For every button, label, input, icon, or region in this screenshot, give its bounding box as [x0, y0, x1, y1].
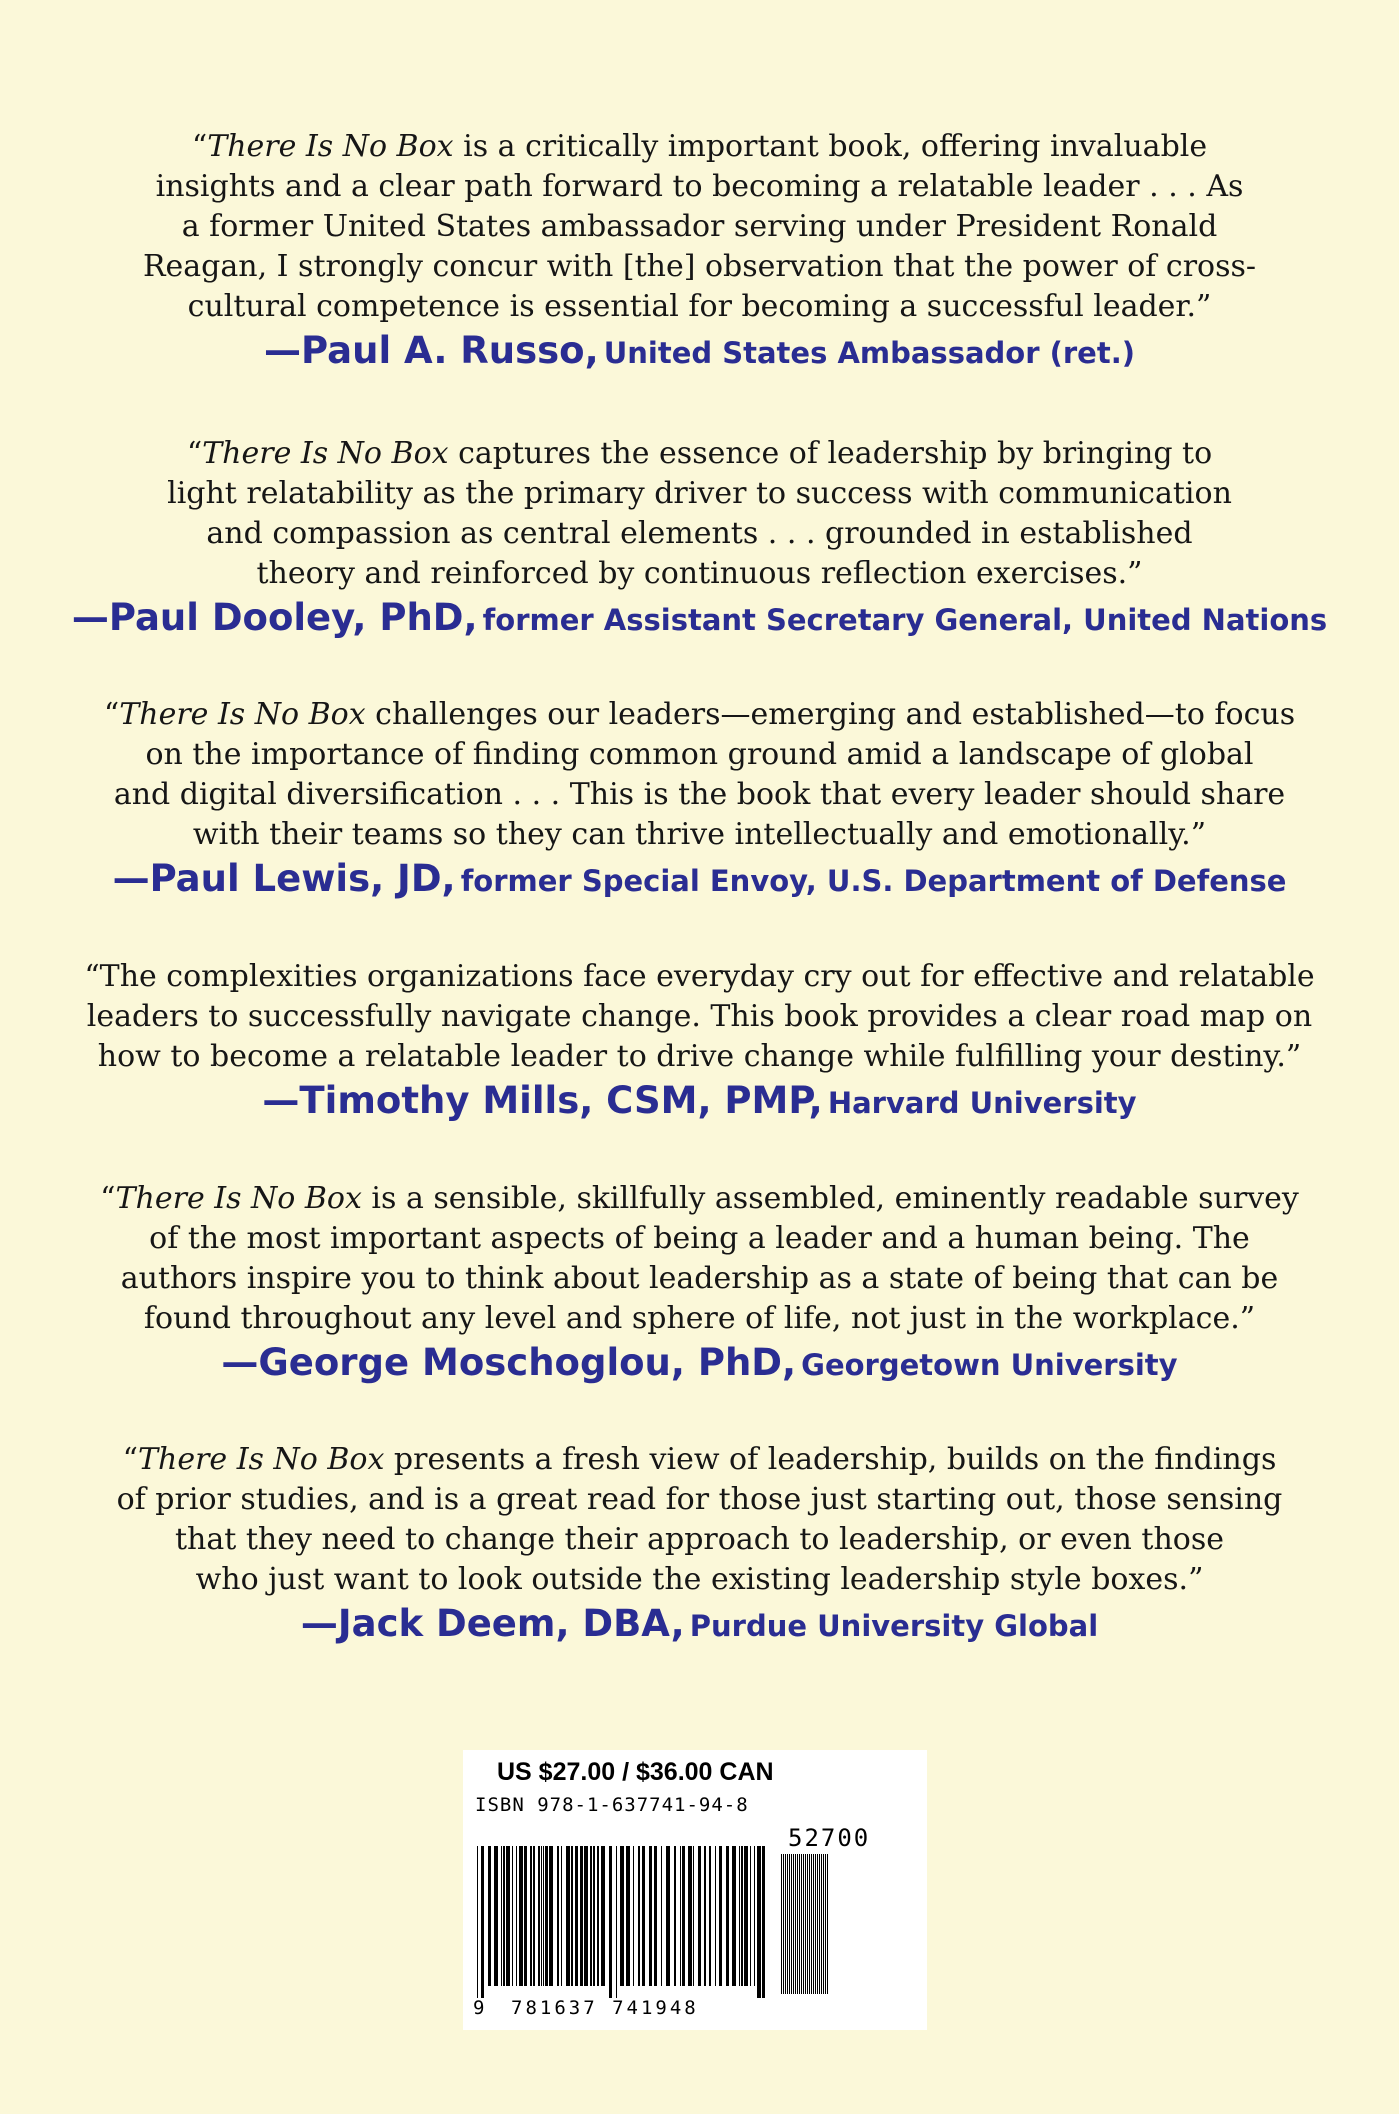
- barcode-bar: [661, 1846, 662, 1986]
- barcode-bar: [803, 1854, 804, 1994]
- quote-line: [60, 1179, 1339, 1219]
- quote-text: “: [103, 697, 120, 732]
- quote-text: captures the essence of leadership by bringing to: [448, 436, 1213, 471]
- quote-text: is a sensible, skillfully assembled, eminently readable survey: [361, 1181, 1299, 1216]
- barcode-bar: [813, 1854, 814, 1994]
- barcode-bar: [825, 1854, 826, 1994]
- barcode-bar: [797, 1854, 798, 1994]
- barcode-bar: [791, 1854, 792, 1994]
- quote-line: [60, 1219, 1339, 1259]
- book-title: There Is No Box: [137, 1442, 385, 1477]
- barcode-bar: [488, 1846, 491, 1986]
- endorser-name: —Paul A. Russo,: [264, 329, 599, 372]
- barcode-bar: [821, 1854, 822, 1994]
- quote-line: [60, 775, 1339, 815]
- endorsement-attribution: [60, 329, 1339, 372]
- barcode-bar: [682, 1846, 685, 1986]
- barcode-bar: [519, 1846, 523, 1986]
- barcode-bar: [501, 1846, 502, 1986]
- quote-line: [60, 1440, 1339, 1480]
- barcode-bar: [516, 1846, 517, 1986]
- barcode-bar: [620, 1846, 624, 1986]
- price-label: US $27.00 / $36.00 CAN: [497, 1758, 774, 1786]
- quote-text: of prior studies, and is a great read for those just starting out, those sensing: [116, 1482, 1283, 1517]
- quote-text: “: [100, 1181, 116, 1216]
- barcode-bar: [809, 1854, 810, 1994]
- endorsement-4: [60, 957, 1339, 1122]
- quote-line: [60, 434, 1339, 474]
- barcode-bar: [549, 1846, 553, 1986]
- barcode-bar: [823, 1854, 824, 1994]
- book-title: There Is No Box: [202, 436, 449, 471]
- barcode-bar: [666, 1846, 670, 1986]
- quote-line: [60, 1560, 1339, 1600]
- endorsement-attribution: [60, 596, 1339, 639]
- barcode-bar: [785, 1854, 786, 1994]
- barcode-bar: [633, 1846, 634, 1986]
- barcode-bar: [642, 1846, 645, 1986]
- barcode-bar: [597, 1846, 599, 1986]
- quote-text: Reagan, I strongly concur with [the] observation that the power of cross-: [142, 249, 1257, 284]
- quote-line: [60, 735, 1339, 775]
- endorsement-quote: [60, 127, 1339, 327]
- barcode-bar: [789, 1854, 790, 1994]
- ean-lead-digit: 9: [473, 1997, 485, 2019]
- quote-text: is a critically important book, offering invaluable: [453, 129, 1208, 164]
- endorser-title: former Assistant Secretary General, United Nations: [482, 603, 1328, 637]
- barcode-bar: [807, 1854, 808, 1994]
- barcode-bar: [815, 1854, 816, 1994]
- barcode-bar: [649, 1846, 652, 1986]
- endorsement-3: [60, 695, 1339, 900]
- barcode-bar: [783, 1854, 784, 1994]
- barcode-bar: [688, 1846, 692, 1986]
- barcode-bar: [698, 1846, 701, 1986]
- endorser-name: —Paul Lewis, JD,: [112, 857, 456, 900]
- quote-text: on the importance of finding common ground amid a landscape of global: [145, 737, 1254, 772]
- barcode-bar: [744, 1846, 748, 1986]
- quote-text: light relatability as the primary driver to success with communication: [167, 476, 1232, 511]
- quote-text: cultural competence is essential for becoming a successful leader.”: [187, 289, 1212, 324]
- barcode-bar: [503, 1846, 505, 1986]
- barcode-bar: [719, 1846, 722, 1986]
- ean-digits: 781637 741948: [511, 1997, 699, 2019]
- barcode-bar: [506, 1846, 510, 1986]
- endorser-name: —Paul Dooley, PhD,: [71, 596, 478, 639]
- quote-text: of the most important aspects of being a leader and a human being. The: [149, 1221, 1250, 1256]
- quote-text: challenges our leaders—emerging and established—to focus: [365, 697, 1296, 732]
- barcode-bar: [811, 1854, 812, 1994]
- endorser-title: Georgetown University: [801, 1348, 1178, 1382]
- barcode-bar: [827, 1854, 828, 1994]
- quote-text: authors inspire you to think about leadership as a state of being that can be: [120, 1261, 1279, 1296]
- barcode-bar: [557, 1846, 559, 1986]
- barcode-bar: [580, 1846, 583, 1986]
- quote-line: [60, 1480, 1339, 1520]
- quote-line: [60, 695, 1339, 735]
- barcode-bar: [545, 1846, 548, 1986]
- barcode-bar: [693, 1846, 694, 1986]
- endorsement-quote: [60, 1440, 1339, 1600]
- quote-text: leaders to successfully navigate change. This book provides a clear road map on: [86, 999, 1313, 1034]
- barcode-bar: [709, 1846, 711, 1986]
- endorsement-quote: [60, 957, 1339, 1077]
- barcode-bar: [477, 1846, 478, 1998]
- barcode-bar: [543, 1846, 544, 1986]
- barcode-bar: [538, 1846, 540, 1986]
- barcode-bar: [817, 1854, 818, 1994]
- barcode-bar: [566, 1846, 570, 1986]
- barcode-bar: [494, 1846, 498, 1986]
- barcode-bar: [593, 1846, 595, 1986]
- barcode-bar: [638, 1846, 640, 1986]
- book-title: There Is No Box: [207, 129, 454, 164]
- barcode-bar: [762, 1846, 765, 1998]
- endorsement-2: [60, 434, 1339, 639]
- barcode-bar: [726, 1846, 729, 1986]
- quote-line: [60, 207, 1339, 247]
- barcode-bar: [561, 1846, 562, 1986]
- barcode-bar: [741, 1846, 743, 1986]
- barcode-bar: [654, 1846, 657, 1986]
- quote-text: and digital diversification . . . This is the book that every leader should share: [113, 777, 1286, 812]
- endorsement-quote: [60, 434, 1339, 594]
- barcode-bar: [739, 1846, 740, 1986]
- barcode-bar: [609, 1846, 612, 1998]
- book-title: There Is No Box: [115, 1181, 362, 1216]
- barcode-bar: [704, 1846, 706, 1986]
- quote-line: [60, 1299, 1339, 1339]
- barcode-bar: [750, 1846, 751, 1986]
- quote-line: [60, 514, 1339, 554]
- quote-line: [60, 474, 1339, 514]
- barcode-bar: [801, 1854, 802, 1994]
- quote-line: [60, 1037, 1339, 1077]
- quote-line: [60, 554, 1339, 594]
- endorsement-6: [60, 1440, 1339, 1645]
- barcode-bar: [584, 1846, 588, 1986]
- barcode-bar: [571, 1846, 573, 1986]
- isbn-label: ISBN 978-1-637741-94-8: [475, 1794, 749, 1816]
- barcode-bar: [787, 1854, 788, 1994]
- quote-line: [60, 127, 1339, 167]
- quote-text: and compassion as central elements . . . grounded in established: [206, 516, 1193, 551]
- quote-text: found throughout any level and sphere of life, not just in the workplace.”: [143, 1301, 1256, 1336]
- endorsement-quote: [60, 695, 1339, 855]
- quote-text: with their teams so they can thrive intellectually and emotionally.”: [192, 817, 1207, 852]
- price-addon-barcode: [781, 1854, 897, 2000]
- barcode-bar: [590, 1846, 592, 1986]
- quote-line: [60, 1520, 1339, 1560]
- barcode-bar: [754, 1846, 755, 1986]
- barcode-bar: [680, 1846, 681, 1986]
- endorser-title: Purdue University Global: [689, 1609, 1099, 1643]
- quote-line: [60, 957, 1339, 997]
- barcode-bar: [799, 1854, 800, 1994]
- quote-line: [60, 1259, 1339, 1299]
- barcode-bar: [626, 1846, 630, 1986]
- endorsement-attribution: [60, 1602, 1339, 1645]
- quote-text: a former United States ambassador serving under President Ronald: [181, 209, 1218, 244]
- quote-text: “: [186, 436, 203, 471]
- endorser-title: Harvard University: [827, 1086, 1137, 1120]
- barcode-bar: [616, 1846, 617, 1998]
- barcode-bar: [481, 1846, 484, 1998]
- quote-text: “: [122, 1442, 138, 1477]
- barcode-bar: [757, 1846, 761, 1998]
- barcode-bar: [541, 1846, 542, 1986]
- barcode-bar: [715, 1846, 716, 1986]
- quote-line: [60, 287, 1339, 327]
- barcode-bar: [575, 1846, 578, 1986]
- quote-text: who just want to look outside the existing leadership style boxes.”: [195, 1562, 1204, 1597]
- endorser-name: —George Moschoglou, PhD,: [221, 1341, 797, 1384]
- barcode-bar: [530, 1846, 532, 1986]
- endorsement-attribution: [60, 857, 1339, 900]
- barcode-bar: [533, 1846, 535, 1986]
- quote-line: [60, 167, 1339, 207]
- endorser-title: United States Ambassador (ret.): [603, 336, 1135, 370]
- endorsement-quote: [60, 1179, 1339, 1339]
- barcode-bar: [512, 1846, 513, 1986]
- endorser-title: former Special Envoy, U.S. Department of Defense: [460, 864, 1287, 898]
- endorsement-1: [60, 127, 1339, 372]
- quote-text: that they need to change their approach to leadership, or even those: [175, 1522, 1224, 1557]
- quote-text: how to become a relatable leader to drive change while fulfilling your destiny.”: [97, 1039, 1302, 1074]
- quote-line: [60, 247, 1339, 287]
- endorsement-attribution: [60, 1341, 1339, 1384]
- endorser-name: —Timothy Mills, CSM, PMP,: [262, 1079, 823, 1122]
- endorsement-attribution: [60, 1079, 1339, 1122]
- endorser-name: —Jack Deem, DBA,: [300, 1602, 685, 1645]
- endorsement-5: [60, 1179, 1339, 1384]
- barcode-bar: [819, 1854, 820, 1994]
- quote-text: theory and reinforced by continuous reflection exercises.”: [256, 556, 1143, 591]
- ean-barcode: [477, 1846, 773, 2000]
- barcode-bar: [793, 1854, 794, 1994]
- barcode-bar: [674, 1846, 676, 1986]
- barcode-box: [463, 1750, 927, 2030]
- quote-text: “The complexities organizations face everyday cry out for effective and relatable: [84, 959, 1315, 994]
- barcode-bar: [781, 1854, 782, 1994]
- barcode-bar: [524, 1846, 527, 1986]
- quote-line: [60, 997, 1339, 1037]
- barcode-bar: [601, 1846, 605, 1986]
- book-title: There Is No Box: [119, 697, 366, 732]
- quote-text: “: [191, 129, 208, 164]
- price-addon-number: 52700: [788, 1824, 871, 1852]
- quote-text: presents a fresh view of leadership, builds on the findings: [384, 1442, 1277, 1477]
- barcode-bar: [795, 1854, 796, 1994]
- quote-text: insights and a clear path forward to becoming a relatable leader . . . As: [155, 169, 1244, 204]
- barcode-bar: [732, 1846, 736, 1986]
- quote-line: [60, 815, 1339, 855]
- barcode-bar: [805, 1854, 806, 1994]
